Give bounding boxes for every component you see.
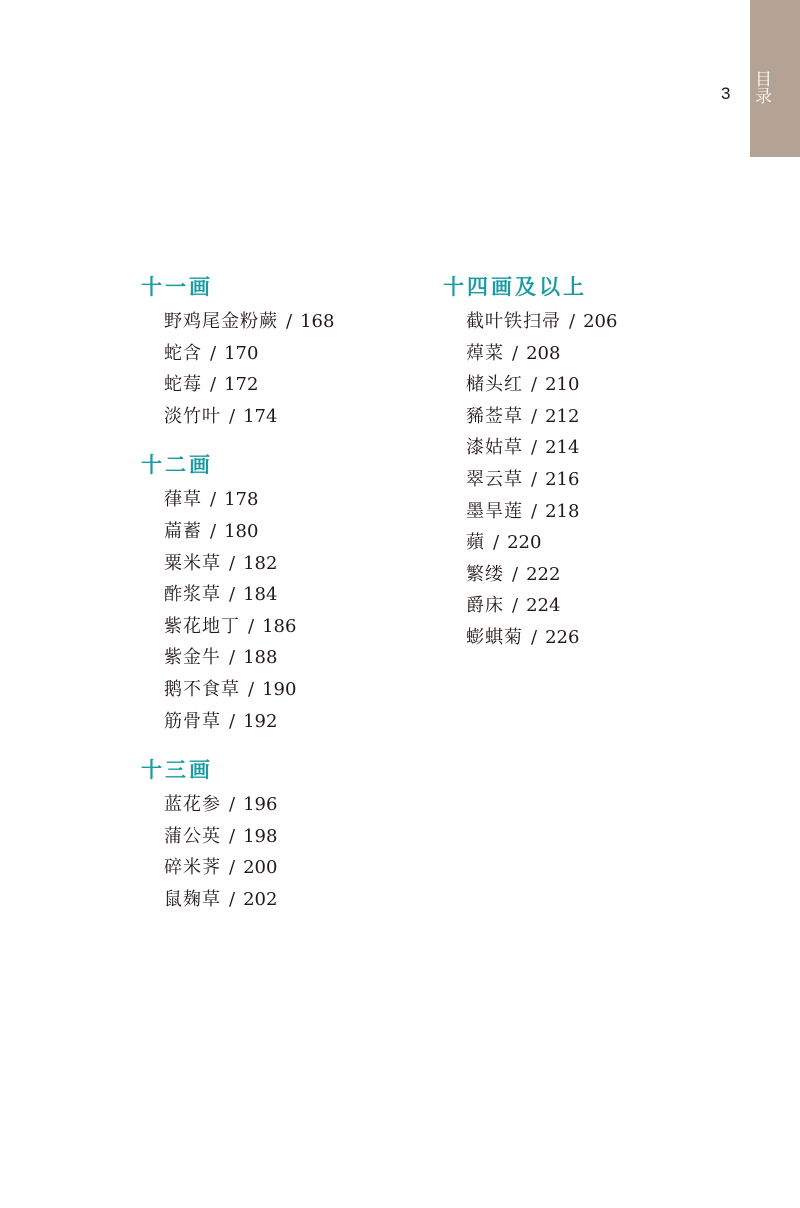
entry-page: 220 xyxy=(507,532,542,554)
entry-name: 蛇莓 xyxy=(164,374,202,396)
entry-page: 200 xyxy=(243,857,278,879)
section-heading: 十一画 xyxy=(141,275,213,299)
toc-entry[interactable] xyxy=(164,401,334,433)
toc-entry[interactable] xyxy=(466,527,617,559)
entry-page: 174 xyxy=(243,405,278,427)
entry-separator: / xyxy=(531,626,538,648)
entry-page: 218 xyxy=(545,500,580,522)
toc-entry[interactable] xyxy=(466,622,617,654)
entry-page: 192 xyxy=(243,710,278,732)
entry-separator: / xyxy=(248,678,255,700)
toc-entry[interactable] xyxy=(164,516,334,548)
toc-entry[interactable] xyxy=(466,590,617,622)
entry-page: 186 xyxy=(262,615,297,637)
entry-name: 萹蓄 xyxy=(164,520,202,542)
entry-page: 216 xyxy=(545,468,580,490)
entry-separator: / xyxy=(569,311,576,332)
entry-separator: / xyxy=(493,532,500,554)
entry-page: 202 xyxy=(243,888,278,910)
toc-entry[interactable] xyxy=(466,401,617,433)
entry-name: 爵床 xyxy=(466,595,504,617)
entry-separator: / xyxy=(210,342,217,364)
entry-page: 198 xyxy=(243,825,278,847)
entry-name: 葎草 xyxy=(164,489,202,511)
entry-page: 210 xyxy=(545,374,580,396)
toc-entry[interactable] xyxy=(466,464,617,496)
entry-name: 蛇含 xyxy=(164,342,202,364)
section-heading: 十三画 xyxy=(141,758,213,783)
entry-page: 184 xyxy=(243,584,278,606)
page-number: 3 xyxy=(721,84,731,103)
entry-page: 170 xyxy=(224,342,259,364)
entry-separator: / xyxy=(531,437,538,459)
entry-separator: / xyxy=(229,405,236,427)
toc-column-right xyxy=(443,272,617,672)
entry-separator: / xyxy=(229,584,236,606)
section-heading: 十四画及以上 xyxy=(443,275,587,299)
entry-name: 鹅不食草 xyxy=(164,678,240,700)
toc-entry[interactable] xyxy=(164,821,334,853)
entry-page: 226 xyxy=(545,626,580,648)
entry-name: 酢浆草 xyxy=(164,584,221,606)
entry-name: 蘋 xyxy=(466,532,485,554)
entry-name: 蓝花参 xyxy=(164,794,221,816)
side-tab-label: 目录 xyxy=(751,70,771,104)
entry-name: 截叶铁扫帚 xyxy=(466,311,561,332)
toc-entry[interactable] xyxy=(466,338,617,370)
entry-name: 漆姑草 xyxy=(466,437,523,459)
entry-page: 168 xyxy=(300,311,335,332)
entry-page: 190 xyxy=(262,678,297,700)
toc-entry[interactable] xyxy=(164,611,334,643)
toc-entry[interactable] xyxy=(164,369,334,401)
entry-separator: / xyxy=(512,342,519,364)
entry-name: 粟米草 xyxy=(164,552,221,574)
entry-separator: / xyxy=(512,563,519,585)
toc-entry[interactable] xyxy=(466,369,617,401)
entry-name: 淡竹叶 xyxy=(164,405,221,427)
entry-separator: / xyxy=(531,468,538,490)
entry-separator: / xyxy=(210,489,217,511)
entry-page: 196 xyxy=(243,794,278,816)
entry-page: 180 xyxy=(224,520,259,542)
entry-separator: / xyxy=(229,888,236,910)
toc-entry[interactable] xyxy=(164,642,334,674)
entry-separator: / xyxy=(531,405,538,427)
entry-name: 紫花地丁 xyxy=(164,615,240,637)
entry-page: 178 xyxy=(224,489,259,511)
entry-name: 翠云草 xyxy=(466,468,523,490)
toc-entry[interactable] xyxy=(164,884,334,916)
entry-separator: / xyxy=(229,710,236,732)
toc-entry[interactable] xyxy=(164,306,334,338)
side-tab xyxy=(750,0,800,157)
entry-name: 鼠麹草 xyxy=(164,888,221,910)
toc-entry[interactable] xyxy=(164,548,334,580)
section-heading: 十二画 xyxy=(141,453,213,478)
entry-page: 206 xyxy=(583,311,618,332)
entry-page: 172 xyxy=(224,374,259,396)
toc-entry[interactable] xyxy=(164,706,334,738)
toc-entry[interactable] xyxy=(466,306,617,338)
toc-section xyxy=(443,272,617,654)
entry-separator: / xyxy=(229,552,236,574)
entry-page: 182 xyxy=(243,552,278,574)
entry-separator: / xyxy=(531,374,538,396)
entry-name: 野鸡尾金粉蕨 xyxy=(164,311,278,332)
toc-section xyxy=(141,272,334,432)
entry-name: 筋骨草 xyxy=(164,710,221,732)
entry-page: 224 xyxy=(526,595,561,617)
entry-page: 208 xyxy=(526,342,561,364)
entry-separator: / xyxy=(248,615,255,637)
entry-name: 豨莶草 xyxy=(466,405,523,427)
entry-separator: / xyxy=(531,500,538,522)
entry-name: 碎米荠 xyxy=(164,857,221,879)
toc-entry[interactable] xyxy=(164,579,334,611)
entry-separator: / xyxy=(229,794,236,816)
entry-page: 214 xyxy=(545,437,580,459)
entry-name: 紫金牛 xyxy=(164,647,221,669)
entry-separator: / xyxy=(210,520,217,542)
entry-separator: / xyxy=(229,647,236,669)
entry-name: 槠头红 xyxy=(466,374,523,396)
toc-entry[interactable] xyxy=(466,559,617,591)
entry-name: 蟛蜞菊 xyxy=(466,626,523,648)
toc-section xyxy=(141,450,334,737)
entry-separator: / xyxy=(229,857,236,879)
entry-separator: / xyxy=(229,825,236,847)
entry-separator: / xyxy=(512,595,519,617)
toc-entry[interactable] xyxy=(164,484,334,516)
toc-entry[interactable] xyxy=(164,338,334,370)
toc-entry[interactable] xyxy=(466,432,617,464)
toc-column-left xyxy=(141,272,334,934)
toc-entry[interactable] xyxy=(164,789,334,821)
toc-entry[interactable] xyxy=(466,496,617,528)
toc-entry[interactable] xyxy=(164,674,334,706)
entry-name: 蔊菜 xyxy=(466,342,504,364)
toc-section xyxy=(141,755,334,915)
entry-separator: / xyxy=(286,311,293,332)
entry-page: 222 xyxy=(526,563,561,585)
entry-separator: / xyxy=(210,374,217,396)
entry-page: 212 xyxy=(545,405,580,427)
entry-name: 蒲公英 xyxy=(164,825,221,847)
entry-name: 墨旱莲 xyxy=(466,500,523,522)
entry-name: 繁缕 xyxy=(466,563,504,585)
entry-page: 188 xyxy=(243,647,278,669)
toc-entry[interactable] xyxy=(164,852,334,884)
